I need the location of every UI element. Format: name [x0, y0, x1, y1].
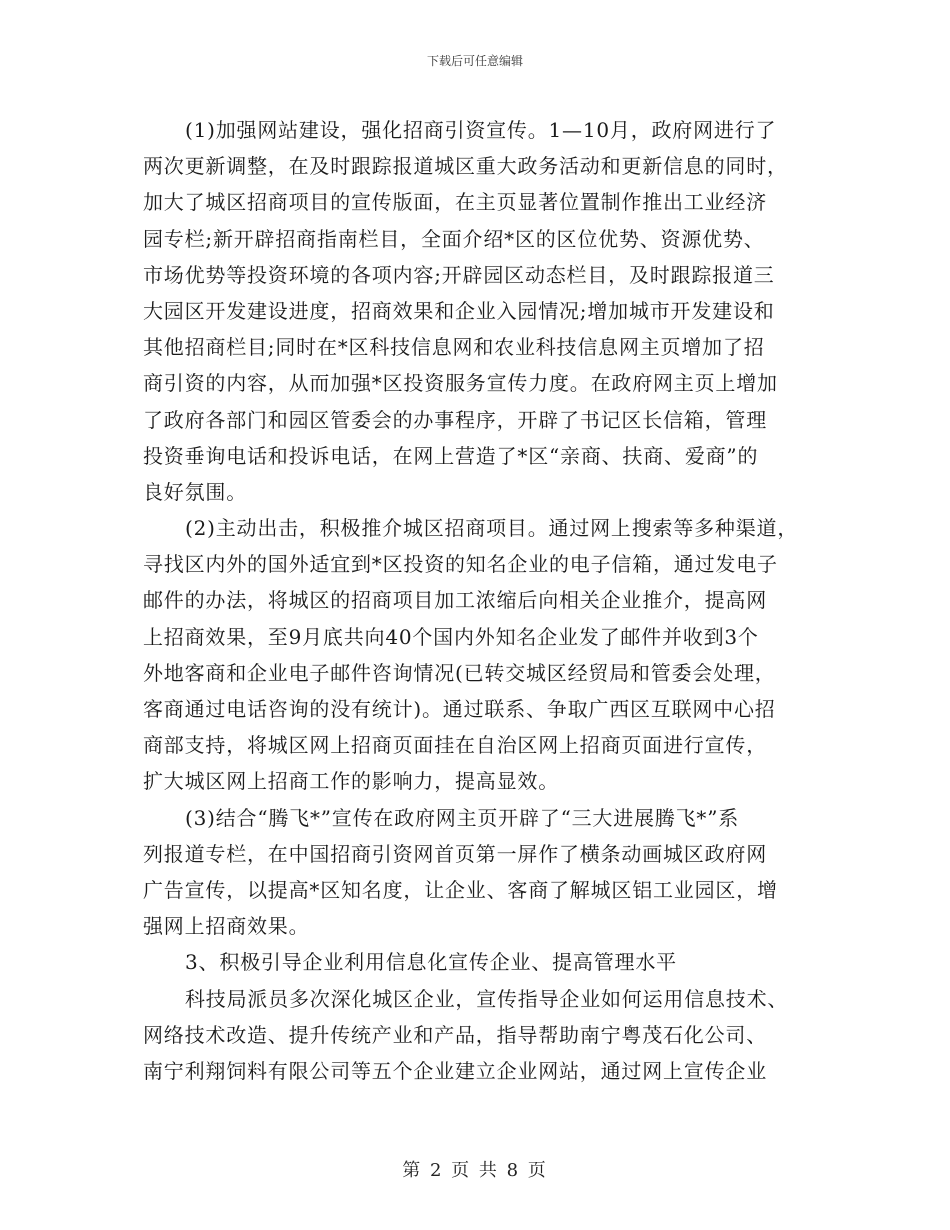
paragraph-1-line: 了政府各部门和园区管委会的办事程序，开辟了书记区长信箱，管理	[143, 407, 767, 432]
page-header: 下载后可任意编辑	[426, 54, 523, 68]
paragraph-3-line: 广告宣传，以提高*区知名度，让企业、客商了解城区铝工业园区，增	[143, 877, 778, 902]
paragraph-2-line: 客商通过电话咨询的没有统计)。通过联系、争取广西区互联网中心招	[143, 697, 776, 721]
paragraph-1-line: 良好氛围。	[143, 479, 247, 504]
page-number: 第 2 页 共 8 页	[402, 1160, 548, 1181]
paragraph-1-line: 市场优势等投资环境的各项内容;开辟园区动态栏目，及时跟踪报道三	[143, 262, 775, 287]
section-heading: 3、积极引导企业利用信息化宣传企业、提高管理水平	[185, 950, 677, 975]
paragraph-1-line: 加大了城区招商项目的宣传版面，在主页显著位置制作推出工业经济	[143, 190, 767, 215]
paragraph-2-line: 商部支持，将城区网上招商页面挂在自治区网上招商页面进行宣传，	[143, 733, 767, 758]
paragraph-4-line: 科技局派员多次深化城区企业，宣传指导企业如何运用信息技术、	[185, 986, 789, 1011]
paragraph-2-line: 邮件的办法，将城区的招商项目加工浓缩后向相关企业推介，提高网	[143, 588, 767, 613]
paragraph-3-line: 强网上招商效果。	[143, 914, 310, 939]
paragraph-1-line: 大园区开发建设进度，招商效果和企业入园情况;增加城市开发建设和	[143, 298, 775, 323]
paragraph-2-line: 上招商效果，至9月底共向40个国内外知名企业发了邮件并收到3个	[143, 624, 759, 649]
paragraph-1-line: 商引资的内容，从而加强*区投资服务宣传力度。在政府网主页上增加	[143, 371, 778, 396]
paragraph-4-line: 网络技术改造、提升传统产业和产品，指导帮助南宁粤茂石化公司、	[143, 1022, 767, 1047]
paragraph-1-line: 其他招商栏目;同时在*区科技信息网和农业科技信息网主页增加了招	[143, 335, 765, 360]
paragraph-4-line: 南宁利翔饲料有限公司等五个企业建立企业网站，通过网上宣传企业	[143, 1058, 767, 1083]
paragraph-1-line: 投资垂询电话和投诉电话，在网上营造了*区“亲商、扶商、爱商”的	[143, 443, 759, 468]
paragraph-3-line: 列报道专栏，在中国招商引资网首页第一屏作了横条动画城区政府网	[143, 841, 767, 866]
paragraph-2-line: 外地客商和企业电子邮件咨询情况(已转交城区经贸局和管委会处理，	[143, 660, 776, 685]
document-body	[143, 112, 819, 1089]
paragraph-2-line: 寻找区内外的国外适宜到*区投资的知名企业的电子信箱，通过发电子	[143, 552, 778, 577]
paragraph-3-line: (3)结合“腾飞*”宣传在政府网主页开辟了“三大进展腾飞*”系	[185, 805, 740, 830]
paragraph-2-line: (2)主动出击，积极推介城区招商项目。通过网上搜索等多种渠道，	[185, 516, 799, 541]
paragraph-2-line: 扩大城区网上招商工作的影响力，提高显效。	[143, 769, 559, 794]
paragraph-1-line: 两次更新调整，在及时跟踪报道城区重大政务活动和更新信息的同时，	[143, 154, 788, 179]
paragraph-1-line: 园专栏;新开辟招商指南栏目，全面介绍*区的区位优势、资源优势、	[143, 226, 765, 251]
paragraph-1-line: (1)加强网站建设，强化招商引资宣传。1—10月，政府网进行了	[185, 118, 777, 142]
